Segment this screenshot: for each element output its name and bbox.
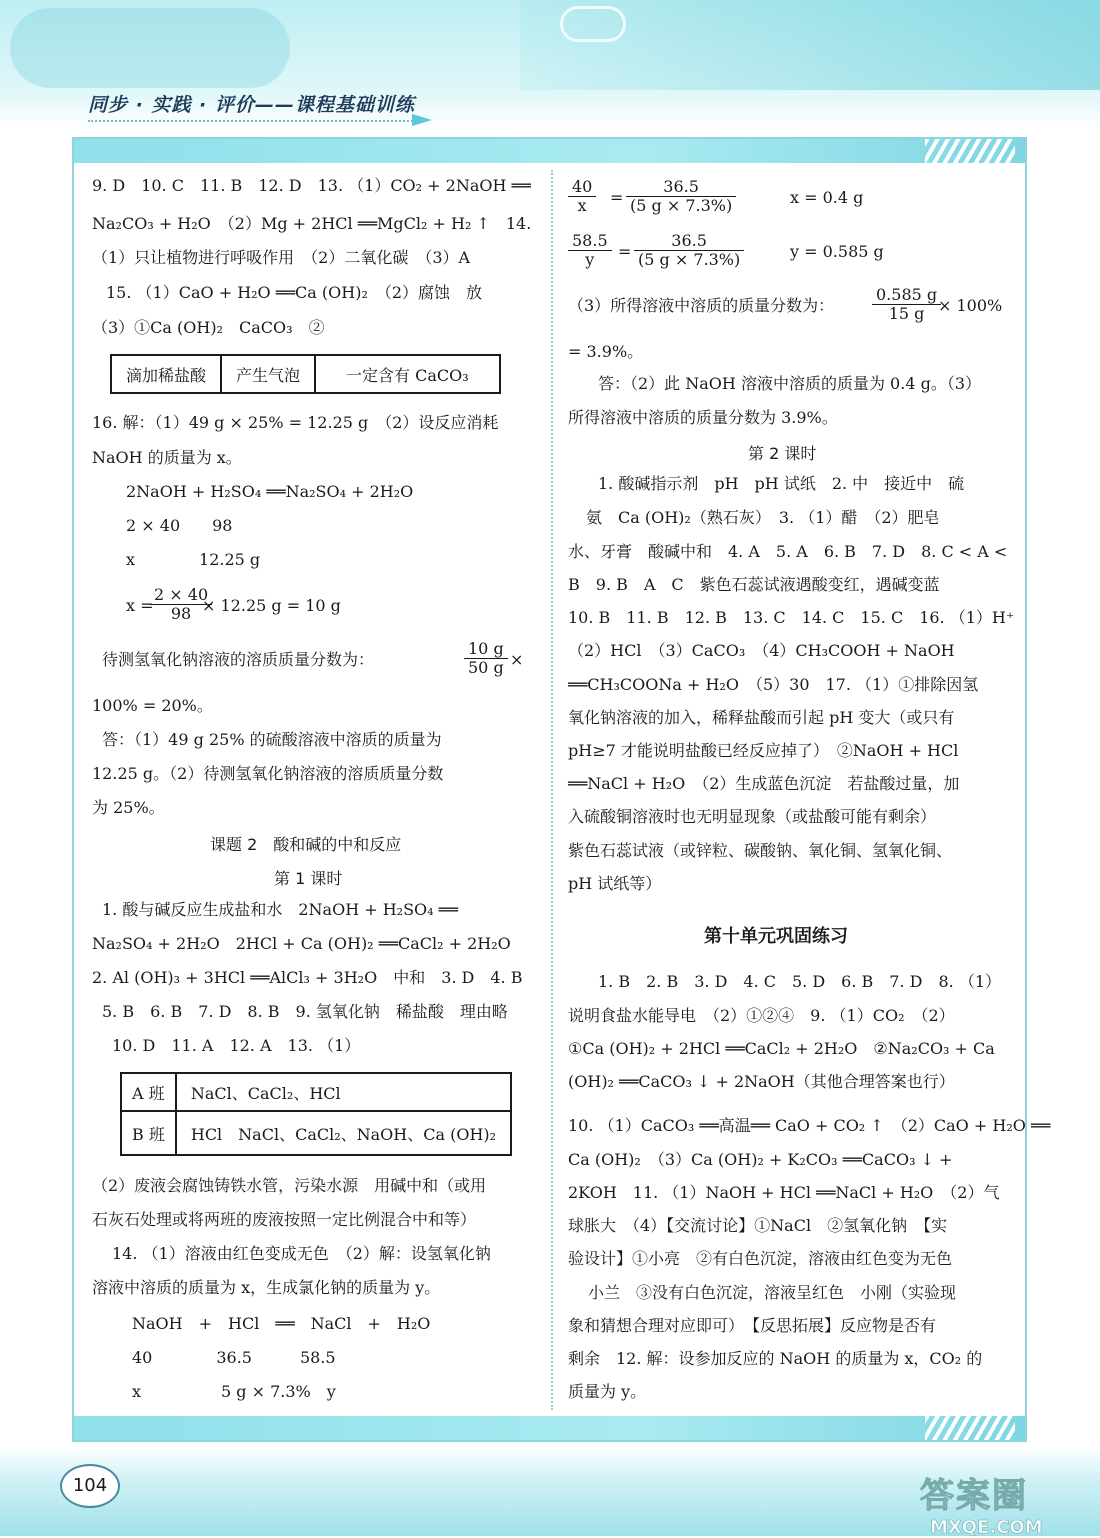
answer-line: 10. （1）CaCO₃ ══高温══ CaO + CO₂ ↑ （2）CaO + H₂O ══: [568, 1116, 1051, 1135]
answer-line: （2）废液会腐蚀铸铁水管，污染水源 用碱中和（或用: [92, 1176, 487, 1195]
answer-line: 验设计】①小亮 ②有白色沉淀，溶液由红色变为无色: [568, 1249, 953, 1268]
answer-line: pH 试纸等）: [568, 874, 662, 893]
fraction: [626, 178, 736, 215]
answer-line: 10. D 11. A 12. A 13. （1）: [112, 1036, 361, 1055]
fraction-numerator: 36.5: [626, 178, 736, 197]
answer-line: 小兰 ③没有白色沉淀，溶液呈红色 小刚（实验现: [588, 1283, 957, 1302]
answer-line: 2KOH 11. （1）NaOH + HCl ══NaCl + H₂O （2）气: [568, 1183, 1000, 1202]
lesson-heading: 第 2 课时: [748, 444, 817, 463]
equation-suffix: × 100%: [938, 296, 1003, 315]
answer-line: 氧化钠溶液的加入，稀释盐酸而引起 pH 变大（或只有: [568, 708, 955, 727]
answer-line: 入硫酸铜溶液时也无明显现象（或盐酸可能有剩余）: [568, 807, 937, 826]
answer-line: 1. 酸碱指示剂 pH pH 试纸 2. 中 接近中 硫: [598, 474, 965, 493]
answer-line: 为 25%。: [92, 798, 165, 817]
column-divider: [551, 170, 553, 1410]
answer-line: 16. 解：（1）49 g × 25% = 12.25 g （2）设反应消耗: [92, 413, 499, 432]
fraction-denominator: 15 g: [888, 304, 925, 323]
fraction-numerator: 36.5: [634, 232, 744, 251]
equation-suffix: × 12.25 g = 10 g: [202, 596, 341, 615]
answer-line: 9. D 10. C 11. B 12. D 13. （1）CO₂ + 2NaOH ══: [92, 176, 531, 195]
answer-line: Ca (OH)₂ （3）Ca (OH)₂ + K₂CO₃ ══CaCO₃ ↓ +: [568, 1150, 953, 1169]
answer-line: 12.25 g。（2）待测氢氧化钠溶液的溶质质量分数: [92, 764, 444, 783]
answer-line: 所得溶液中溶质的质量分数为 3.9%。: [568, 408, 838, 427]
equation-prefix: x =: [126, 596, 154, 615]
topic-heading: 课题 2 酸和碱的中和反应: [210, 835, 402, 854]
fraction: [872, 286, 941, 323]
table-cell: HCl NaCl、CaCl₂、NaOH、Ca (OH)₂: [176, 1111, 511, 1155]
table-cell: 一定含有 CaCO₃: [315, 355, 500, 393]
fraction-numerator: 10 g: [464, 640, 508, 659]
lesson-heading: 第 1 课时: [274, 869, 343, 888]
answer-line: 石灰石处理或将两班的废液按照一定比例混合中和等）: [92, 1210, 477, 1229]
equation-line: NaOH + HCl ══ NaCl + H₂O: [132, 1314, 431, 1333]
answer-line: 1. B 2. B 3. D 4. C 5. D 6. B 7. D 8. （1）: [598, 972, 1001, 991]
title-underline: [88, 120, 413, 122]
fraction-numerator: 2 × 40: [150, 586, 212, 605]
answer-line: (OH)₂ ══CaCO₃ ↓ + 2NaOH（其他合理答案也行）: [568, 1072, 955, 1091]
class-waste-table: [120, 1072, 512, 1156]
fraction-numerator: 58.5: [568, 232, 612, 251]
equals-sign: =: [618, 242, 632, 261]
fraction-denominator: y: [585, 250, 595, 269]
fraction-denominator: (5 g × 7.3%): [630, 196, 733, 215]
answer-line: 球胀大 （4）【交流讨论】①NaCl ②氢氧化钠 【实: [568, 1216, 948, 1235]
answer-line: 剩余 12. 解：设参加反应的 NaOH 的质量为 x，CO₂ 的: [568, 1349, 983, 1368]
answer-line: 2. Al (OH)₃ + 3HCl ══AlCl₃ + 3H₂O 中和 3. D 4. B: [92, 968, 523, 987]
fraction-numerator: 0.585 g: [872, 286, 941, 305]
answer-line: 待测氢氧化钠溶液的溶质质量分数为：: [102, 650, 375, 669]
stripe-decoration: [925, 1416, 1015, 1440]
answer-line: pH≥7 才能说明盐酸已经反应掉了） ②NaOH + HCl: [568, 741, 959, 760]
answer-line: 1. 酸与碱反应生成盐和水 2NaOH + H₂SO₄ ══: [102, 900, 458, 919]
banner-decoration: [560, 6, 626, 42]
answer-line: = 3.9%。: [568, 342, 644, 361]
result-value: x = 0.4 g: [790, 188, 864, 207]
answer-line: 14. （1）溶液由红色变成无色 （2）解：设氢氧化钠: [112, 1244, 491, 1263]
answer-line: ══NaCl + H₂O （2）生成蓝色沉淀 若盐酸过量，加: [568, 774, 960, 793]
answer-line: （2）HCl （3）CaCO₃ （4）CH₃COOH + NaOH: [568, 641, 955, 660]
equation-line: 2NaOH + H₂SO₄ ══Na₂SO₄ + 2H₂O: [126, 482, 414, 501]
frame-band-bottom: [74, 1416, 1025, 1440]
equation-line: x 5 g × 7.3% y: [132, 1382, 336, 1401]
table-cell: A 班: [121, 1073, 176, 1111]
answer-line: Na₂CO₃ + H₂O （2）Mg + 2HCl ══MgCl₂ + H₂ ↑ 14.: [92, 214, 532, 233]
fraction-denominator: 98: [170, 604, 192, 623]
answer-line: 质量为 y。: [568, 1382, 647, 1401]
equation-suffix: ×: [510, 650, 524, 669]
table-row: [111, 355, 500, 393]
table-cell: NaCl、CaCl₂、HCl: [176, 1073, 511, 1111]
answer-line: Na₂SO₄ + 2H₂O 2HCl + Ca (OH)₂ ══CaCl₂ + 2H₂O: [92, 934, 511, 953]
fraction-denominator: x: [577, 196, 587, 215]
answer-line: 10. B 11. B 12. B 13. C 14. C 15. C 16. （1）H⁺: [568, 608, 1015, 627]
equation-line: x 12.25 g: [126, 550, 261, 569]
answer-line: 答：（2）此 NaOH 溶液中溶质的质量为 0.4 g。（3）: [598, 374, 982, 393]
answer-line: 溶液中溶质的质量为 x，生成氯化钠的质量为 y。: [92, 1278, 441, 1297]
watermark-url: MXQE.COM: [930, 1517, 1043, 1538]
watermark-text: 答案圈: [920, 1476, 1028, 1516]
fraction-numerator: 40: [568, 178, 596, 197]
answer-line: 答：（1）49 g 25% 的硫酸溶液中溶质的质量为: [102, 730, 442, 749]
watermark-logo: [920, 1468, 1043, 1538]
answer-line: 5. B 6. B 7. D 8. B 9. 氢氧化钠 稀盐酸 理由略: [102, 1002, 508, 1021]
fraction: [464, 640, 508, 677]
answer-line: 15. （1）CaO + H₂O ══Ca (OH)₂ （2）腐蚀 放: [106, 283, 483, 302]
answer-line: 象和猜想合理对应即可） 【反思拓展】反应物是否有: [568, 1316, 937, 1335]
equation-line: 40 36.5 58.5: [132, 1348, 336, 1367]
result-value: y = 0.585 g: [790, 242, 884, 261]
answer-line: 100% = 20%。: [92, 696, 213, 715]
series-title: 同步 · 实践 · 评价——课程基础训练: [88, 94, 415, 116]
frame-band-top: [74, 139, 1025, 163]
answer-line: ══CH₃COONa + H₂O （5）30 17. （1）①排除因氢: [568, 675, 979, 694]
table-cell: 产生气泡: [221, 355, 315, 393]
answer-line: （1）只让植物进行呼吸作用 （2）二氧化碳 （3）A: [92, 248, 471, 267]
arrow-icon: [412, 114, 432, 126]
page-number: 104: [60, 1464, 120, 1508]
fraction: [634, 232, 744, 269]
fraction: [568, 178, 596, 215]
stripe-decoration: [925, 139, 1015, 163]
fraction: [568, 232, 612, 269]
answer-line: 说明食盐水能导电 （2）①②④ 9. （1）CO₂ （2）: [568, 1006, 955, 1025]
answer-line: NaOH 的质量为 x。: [92, 448, 242, 467]
fraction-denominator: 50 g: [468, 658, 504, 677]
table-row: [121, 1073, 511, 1111]
equals-sign: =: [610, 188, 624, 207]
table-cell: B 班: [121, 1111, 176, 1155]
answer-line: ①Ca (OH)₂ + 2HCl ══CaCl₂ + 2H₂O ②Na₂CO₃ + Ca: [568, 1039, 995, 1058]
answer-line: 氨 Ca (OH)₂（熟石灰） 3. （1）醋 （2）肥皂: [586, 508, 940, 527]
answer-line: （3）所得溶液中溶质的质量分数为：: [568, 296, 835, 315]
table-cell: 滴加稀盐酸: [111, 355, 221, 393]
experiment-table: [110, 354, 501, 394]
banner-decoration: [10, 8, 290, 88]
answer-line: 紫色石蕊试液（或锌粒、碳酸钠、氧化铜、氢氧化铜、: [568, 841, 953, 860]
answer-line: B 9. B A C 紫色石蕊试液遇酸变红，遇碱变蓝: [568, 575, 940, 594]
unit-heading: 第十单元巩固练习: [704, 926, 848, 947]
equation-line: 2 × 40 98: [126, 516, 233, 535]
answer-line: （3）①Ca (OH)₂ CaCO₃ ②: [92, 318, 325, 337]
fraction-denominator: (5 g × 7.3%): [638, 250, 741, 269]
answer-line: 水、牙膏 酸碱中和 4. A 5. A 6. B 7. D 8. C < A <: [568, 542, 1008, 561]
table-row: [121, 1111, 511, 1155]
